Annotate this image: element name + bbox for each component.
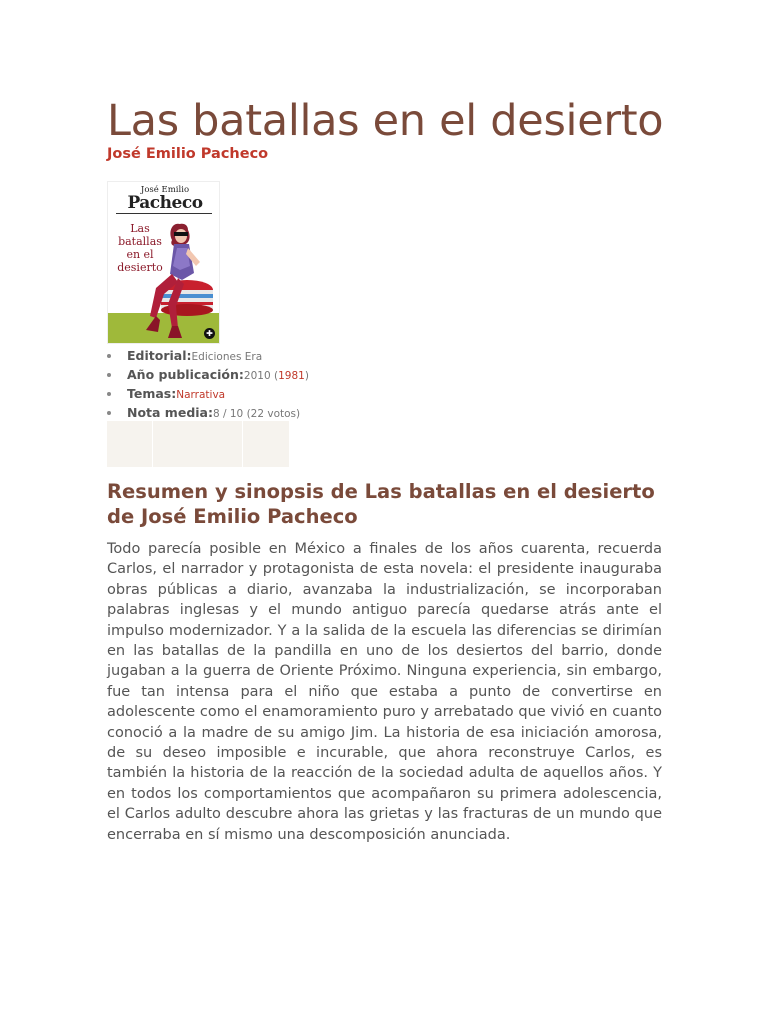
detail-themes: [127, 384, 309, 403]
editorial-value: Ediciones Era: [191, 351, 263, 363]
detail-year: [127, 365, 309, 384]
rating-box[interactable]: [153, 421, 242, 467]
cover-divider: [116, 213, 212, 214]
rating-value: 8 / 10 (22 votos): [212, 408, 301, 420]
publisher-logo-icon: ✚: [204, 328, 215, 339]
year-value: 2010: [243, 370, 271, 382]
themes-label: Temas:: [127, 386, 177, 401]
summary-heading: Resumen y sinopsis de Las batallas en el desierto de José Emilio Pacheco: [107, 480, 655, 528]
year-paren-close: ): [304, 370, 309, 382]
cover-author: [114, 185, 216, 212]
rating-box[interactable]: [243, 421, 289, 467]
rating-box[interactable]: [107, 421, 152, 467]
book-cover-image[interactable]: [107, 181, 220, 344]
year-paren-open: (: [270, 370, 279, 382]
cover-illustration: [142, 218, 220, 343]
rating-label: Nota media:: [127, 405, 213, 420]
book-title: Las batallas en el desierto: [107, 96, 664, 146]
cover-title: Las batallas en el desierto: [117, 222, 163, 274]
book-details-list: [127, 346, 309, 422]
cover-author-first: José Emilio: [140, 185, 190, 195]
summary-text: Todo parecía posible en México a finales de los años cuarenta, recuerda Carlos, el narrador y protagonista de esta novela: el presidente inauguraba obras públicas a diario, avanzaba la industrialización, se incorporaban palabras inglesas y el mundo antiguo parecía quedarse atrás ante el impulso modernizador. Y a la salida de la escuela las diferencias se dirimían en las batallas de la pandilla en uno de los desiertos del barrio, donde jugaban a la guerra de Oriente Próximo. Ninguna experiencia, sin embargo, fue tan intensa para el niño que estaba a punto de convertirse en adolescente como el enamoramiento puro y arrebatado que vivió en cuanto conoció a la madre de su amigo Jim. La historia de esa iniciación amorosa, de su deseo imposible e incurable, que ahora reconstruye Carlos, es también la historia de la reacción de la sociedad adulta de aquellos años. Y en todos los comportamientos que acompañaron su primera adolescencia, el Carlos adulto descubre ahora las grietas y las fracturas de un mundo que encerraba en sí mismo una descomposición anunciada.: [107, 541, 662, 843]
detail-rating: [127, 403, 309, 422]
editorial-label: Editorial:: [127, 348, 192, 363]
book-author-link[interactable]: José Emilio Pacheco: [107, 146, 269, 162]
cover-author-last: Pacheco: [127, 193, 203, 213]
original-year-link[interactable]: 1981: [278, 370, 305, 382]
year-label: Año publicación:: [127, 367, 244, 382]
theme-narrativa-link[interactable]: Narrativa: [176, 389, 226, 401]
detail-editorial: [127, 346, 309, 365]
